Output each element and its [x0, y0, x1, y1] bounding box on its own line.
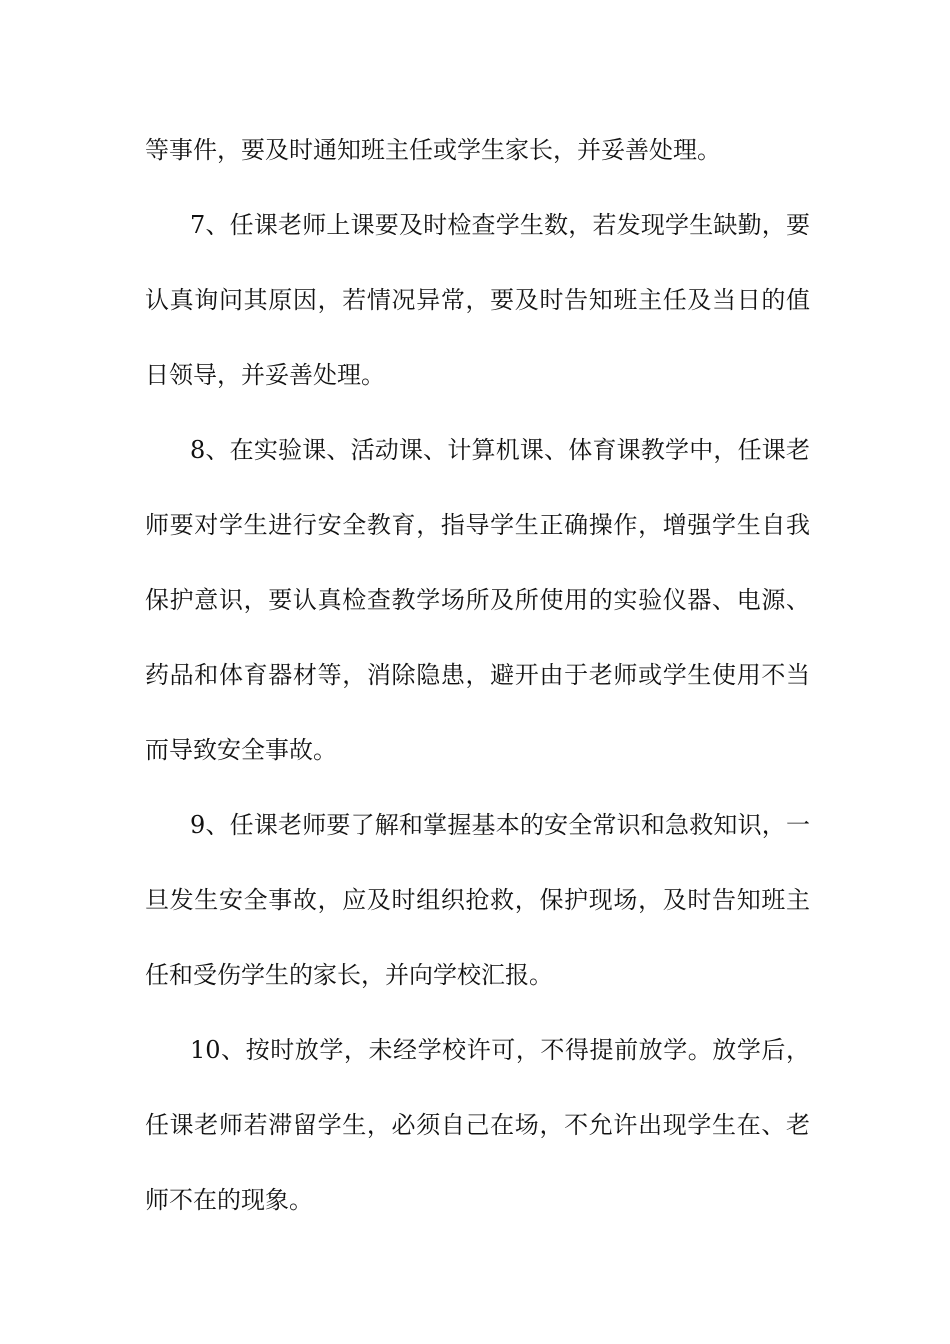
paragraph-7-line-1: 7、任课老师上课要及时检查学生数，若发现学生缺勤，要 [190, 211, 810, 239]
paragraph-8-line-5: 而导致安全事故。 [145, 736, 337, 764]
paragraph-8-line-4: 药品和体育器材等，消除隐患，避开由于老师或学生使用不当 [145, 661, 810, 689]
paragraph-9-line-3: 任和受伤学生的家长，并向学校汇报。 [145, 961, 553, 989]
paragraph-8-line-1: 8、在实验课、活动课、计算机课、体育课教学中，任课老 [190, 436, 810, 464]
paragraph-7-line-3: 日领导，并妥善处理。 [145, 361, 385, 389]
paragraph-10-line-1: 10、按时放学，未经学校许可，不得提前放学。放学后， [190, 1036, 810, 1064]
paragraph-6-line-1: 等事件，要及时通知班主任或学生家长，并妥善处理。 [145, 136, 721, 164]
paragraph-10-line-2: 任课老师若滞留学生，必须自己在场，不允许出现学生在、老 [145, 1111, 810, 1139]
paragraph-8-line-3: 保护意识，要认真检查教学场所及所使用的实验仪器、电源、 [145, 586, 810, 614]
paragraph-9-line-1: 9、任课老师要了解和掌握基本的安全常识和急救知识，一 [190, 811, 810, 839]
paragraph-10-line-3: 师不在的现象。 [145, 1186, 313, 1214]
paragraph-8-line-2: 师要对学生进行安全教育，指导学生正确操作，增强学生自我 [145, 511, 810, 539]
paragraph-7-line-2: 认真询问其原因，若情况异常，要及时告知班主任及当日的值 [145, 286, 810, 314]
paragraph-9-line-2: 旦发生安全事故，应及时组织抢救，保护现场，及时告知班主 [145, 886, 810, 914]
